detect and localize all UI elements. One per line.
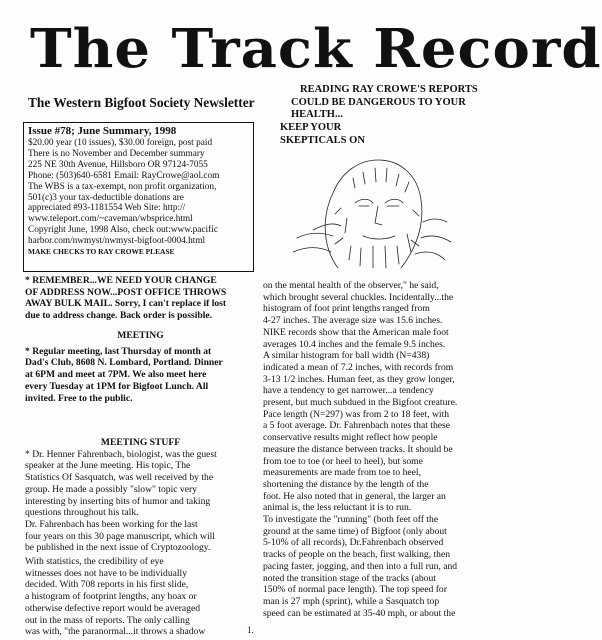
warning-line: SKEPTICALS ON bbox=[280, 135, 365, 146]
body-line: due to address change. Back order is possible. bbox=[25, 310, 213, 322]
warning-line: HEALTH... bbox=[291, 109, 343, 120]
info-line: The WBS is a tax-exempt, non profit organization, bbox=[28, 181, 217, 192]
body-line: was with, "the paranormal...it throws a shadow bbox=[25, 626, 206, 638]
body-line: a 5 foot average. Dr. Fahrenbach notes that these bbox=[263, 420, 451, 432]
issue-title: Issue #78; June Summary, 1998 bbox=[28, 125, 177, 137]
bigfoot-sketch bbox=[283, 148, 453, 273]
body-line: on the mental health of the observer," he said, bbox=[263, 280, 439, 291]
info-line: $20.00 year (10 issues), $30.00 foreign, post paid bbox=[28, 138, 213, 148]
warning-line: COULD BE DANGEROUS TO YOUR bbox=[291, 97, 466, 108]
body-line: indicated a mean of 7.2 inches, with records from bbox=[263, 361, 454, 373]
info-line: 501(c)3 your tax-deductible donations are bbox=[28, 192, 184, 203]
body-line: measurements are made from toe to heel, bbox=[263, 467, 421, 479]
body-line: * Dr. Henner Fahrenbach, biologist, was the guest bbox=[25, 448, 217, 460]
body-line: shortening the distance by the length of the bbox=[263, 478, 429, 490]
body-line: every Tuesday at 1PM for Bigfoot Lunch. All bbox=[25, 380, 209, 392]
newsletter-subtitle: The Western Bigfoot Society Newsletter bbox=[28, 95, 255, 110]
remember-notice bbox=[25, 275, 256, 322]
body-line: AWAY BULK MAIL. Sorry, I can't replace if lost bbox=[25, 298, 227, 310]
body-line: decided. With 708 reports in his first slide, bbox=[25, 579, 189, 591]
info-line: www.teleport.com/~caveman/wbsprice.html bbox=[28, 214, 193, 225]
body-line: conservative results might reflect how people bbox=[263, 432, 438, 444]
article-continuation bbox=[263, 280, 481, 619]
body-line: witnesses does not have to be individually bbox=[25, 567, 188, 579]
warning-line: READING RAY CROWE'S REPORTS bbox=[300, 84, 478, 95]
body-line: animal is, the less reluctant it is to run. bbox=[263, 502, 412, 514]
info-line: There is no November and December summary bbox=[28, 148, 205, 159]
body-line: pacing faster, jogging, and then into a full run, and bbox=[263, 560, 458, 572]
meeting-stuff-section bbox=[25, 437, 256, 638]
info-line: Copyright June, 1998 Also, check out:www.pacific bbox=[28, 225, 218, 236]
info-line: 225 NE 30th Avenue, Hillsboro OR 97124-7055 bbox=[28, 159, 208, 170]
warning-line: KEEP YOUR bbox=[280, 122, 342, 133]
body-line: interesting by inserting bits of humor and taking bbox=[25, 495, 211, 507]
body-line: With statistics, the credibility of eye bbox=[25, 556, 164, 568]
body-line: a histogram of footprint lengths, any hoax or bbox=[25, 591, 197, 603]
body-line: averages 10.4 inches and the female 9.5 inches. bbox=[263, 338, 446, 350]
body-line: noted the transition stage of the tracks (about bbox=[263, 572, 436, 584]
body-line: speaker at the June meeting. His topic, The bbox=[25, 460, 191, 472]
body-line: four years on this 30 page manuscript, which will bbox=[25, 530, 215, 542]
body-line: from toe to toe (or heel to heel), but some bbox=[263, 455, 423, 467]
body-line: man is 27 mph (sprint), while a Sasquatch top bbox=[263, 595, 440, 607]
meeting-section bbox=[25, 330, 256, 404]
info-line: harbor.com/nwmyst/nwmyst-bigfoot-0004.html bbox=[28, 236, 206, 247]
info-line: appreciated #93-1181554 Web Site: http:// bbox=[28, 203, 186, 214]
body-line: speed can be estimated at 35-40 mph, or about the bbox=[263, 607, 456, 619]
body-line: 150% of normal pace length). The top speed for bbox=[263, 584, 447, 596]
body-line: * Regular meeting, last Thursday of month at bbox=[25, 345, 212, 357]
page-number: 1. bbox=[247, 625, 254, 635]
body-line: present, but much subdued in the Bigfoot creature. bbox=[263, 397, 458, 409]
body-line: which brought several chuckles. Incidentally...the bbox=[263, 291, 454, 303]
body-line: Pace length (N=297) was from 2 to 18 feet, with bbox=[263, 408, 450, 420]
body-line: Dr. Fahrenbach has been working for the last bbox=[25, 518, 198, 530]
checks-note: MAKE CHECKS TO RAY CROWE PLEASE bbox=[28, 247, 175, 257]
body-line: ground at the same time) of Bigfoot (only about bbox=[263, 525, 447, 537]
body-line: otherwise defective report would be averaged bbox=[25, 602, 201, 614]
body-line: group. He made a possibly "slow" topic very bbox=[25, 483, 197, 495]
body-line: 4-27 inches. The average size was 15.6 inches. bbox=[263, 315, 443, 327]
body-line: 3-13 1/2 inches. Human feet, as they grow longer, bbox=[263, 373, 455, 385]
body-line: tracks of people on the beach, first walking, then bbox=[263, 549, 451, 561]
body-line: A similar histogram for ball width (N=438) bbox=[263, 350, 430, 362]
body-line: have a tendency to get narrower...a tendency bbox=[263, 385, 434, 397]
subscription-info-box bbox=[23, 122, 254, 272]
body-line: measure the distance between tracks. It should be bbox=[263, 443, 453, 455]
body-line: OF ADDRESS NOW...POST OFFICE THROWS bbox=[25, 286, 227, 298]
body-line: * REMEMBER...WE NEED YOUR CHANGE bbox=[25, 275, 217, 286]
body-line: To investigate the "running" (both feet off the bbox=[263, 514, 439, 526]
meeting-stuff-heading: MEETING STUFF bbox=[100, 437, 181, 448]
body-line: histogram of foot print lengths ranged from bbox=[263, 303, 430, 315]
body-line: out in the mass of reports. The only calling bbox=[25, 614, 190, 626]
body-line: at 6PM and meet at 7PM. We also meet here bbox=[25, 369, 207, 381]
info-line: Phone: (503)640-6581 Email: RayCrowe@aol.com bbox=[28, 170, 220, 181]
body-line: Dad's Club, 8608 N. Lombard, Portland. Dinner bbox=[25, 357, 223, 369]
body-line: questions throughout his talk. bbox=[25, 507, 139, 519]
body-line: invited. Free to the public. bbox=[25, 392, 133, 404]
masthead-title: The Track Record bbox=[30, 17, 602, 81]
body-line: Statistics Of Sasquatch, was well received by the bbox=[25, 472, 214, 484]
body-line: be published in the next issue of Cryptozoology. bbox=[25, 542, 211, 554]
body-line: NIKE records show that the American male foot bbox=[263, 326, 449, 338]
meeting-heading: MEETING bbox=[117, 330, 164, 341]
body-line: foot. He also noted that in general, the larger an bbox=[263, 490, 446, 502]
body-line: 5-10% of all records), Dr.Fahrenbach observed bbox=[263, 537, 444, 549]
